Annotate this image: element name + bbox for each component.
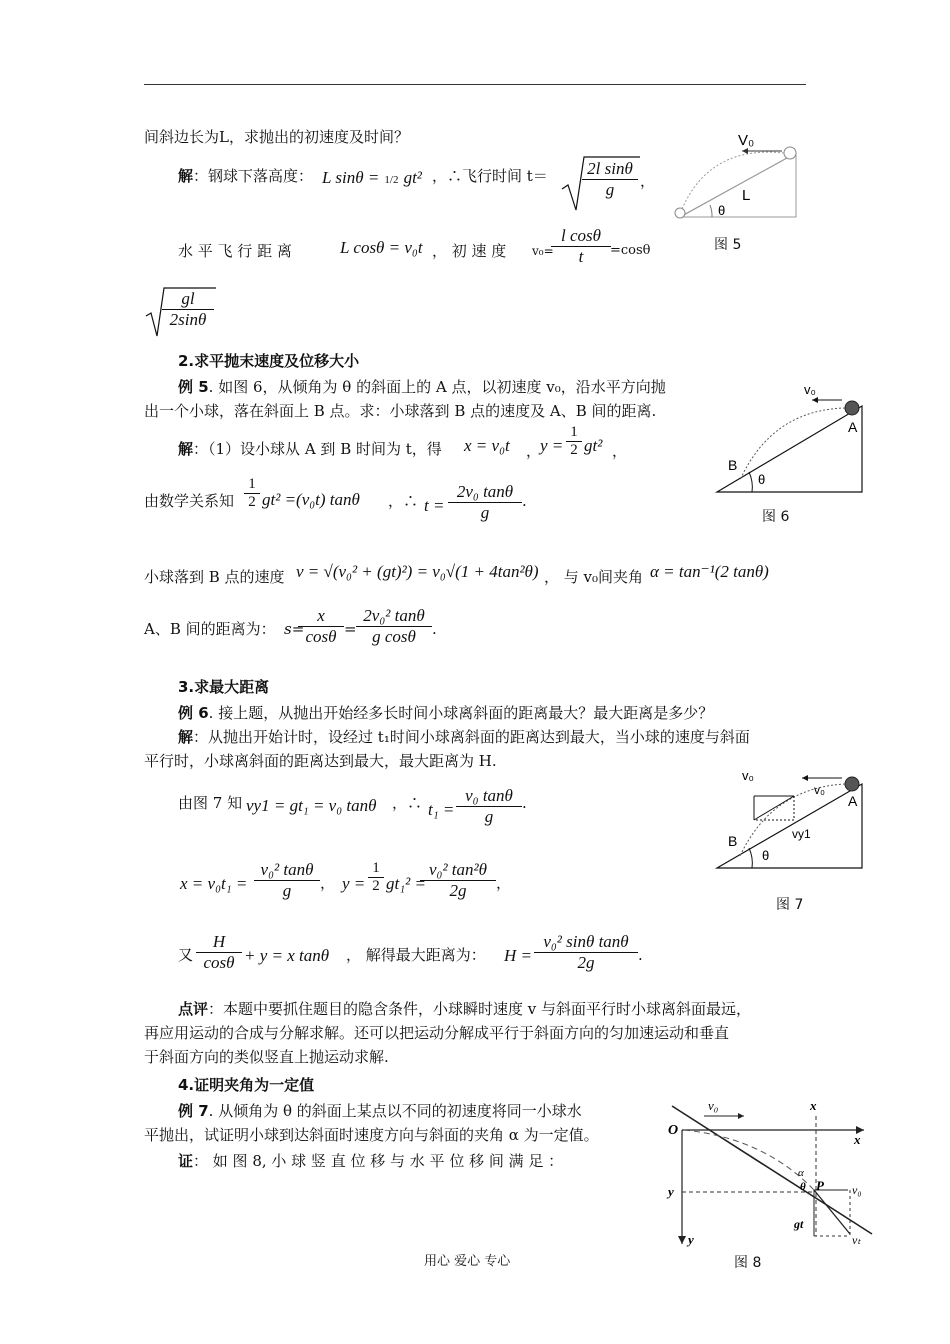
svg-text:θ: θ	[800, 1181, 806, 1193]
solution-3-line-2: 平行时，小球离斜面的距离达到最大，最大距离为 H.	[144, 752, 497, 770]
velocity-text: 小球落到 B 点的速度	[144, 568, 285, 586]
svg-text:v₀: v₀	[804, 382, 816, 397]
example-7-line-2: 平抛出，试证明小球到达斜面时速度方向与斜面的夹角 α 为一定值。	[144, 1126, 599, 1144]
svg-text:B: B	[728, 457, 738, 473]
svg-text:v₀: v₀	[742, 768, 754, 783]
svg-text:vy1: vy1	[792, 827, 811, 841]
example-5-line-1: 例 5. 如图 6，从倾角为 θ 的斜面上的 A 点，以初速度 v₀，沿水平方向抛	[178, 378, 666, 396]
svg-text:P: P	[816, 1178, 824, 1193]
figure-6-caption: 图 6	[762, 509, 790, 525]
section-2-heading: 2.求平抛末速度及位移大小	[178, 352, 360, 370]
comment-line-2: 再应用运动的合成与分解求解。还可以把运动分解成平行于斜面方向的匀加速运动和垂直	[144, 1024, 730, 1042]
time-text: ，∴飞行时间 t＝	[432, 167, 548, 185]
svg-text:θ: θ	[718, 203, 726, 218]
v0-sqrt: $\frac{gl}{2\sin\theta}$	[144, 286, 216, 342]
figure-7	[712, 764, 867, 874]
svg-text:θ: θ	[758, 472, 766, 487]
figure-5-caption: 图 5	[714, 237, 742, 253]
time-sqrt: $\frac{\text{2l sinθ}}{g}$	[560, 155, 640, 217]
header-rule	[144, 84, 806, 85]
figure-5	[670, 125, 805, 225]
example-7-line-1: 例 7. 从倾角为 θ 的斜面上某点以不同的初速度将同一小球水	[178, 1102, 582, 1120]
figure-6	[712, 380, 867, 498]
figure-7-caption: 图 7	[776, 897, 804, 913]
problem-line: 间斜边长为L，求抛出的初速度及时间？	[144, 128, 409, 146]
svg-text:gt: gt	[794, 1217, 804, 1231]
section-3-heading: 3.求最大距离	[178, 678, 270, 696]
horizontal-distance-text: 水 平 飞 行 距 离	[178, 242, 292, 260]
eq-horizontal: L cosθ = v₀t	[340, 238, 423, 257]
v0-fraction: $\frac{\text{l cosθ}}{t}$	[551, 226, 611, 267]
svg-text:y: y	[688, 1232, 694, 1247]
svg-text:θ: θ	[762, 848, 770, 863]
figure-8	[664, 1086, 874, 1248]
svg-text:A: A	[848, 793, 858, 809]
velocity-eq: v = √(v₀² + (gt)²) = v₀√(1 + 4tan²θ)	[296, 562, 539, 581]
solution-label: 解	[178, 167, 194, 185]
svg-text:L: L	[742, 187, 751, 204]
fig7-text: 由图 7 知	[178, 794, 243, 812]
figure-8-caption: 图 8	[734, 1255, 762, 1271]
svg-text:y: y	[668, 1184, 674, 1199]
example-6-line: 例 6. 接上题，从抛出开始经多长时间小球离斜面的距离最大？最大距离是多少？	[178, 704, 714, 722]
svg-text:v₀: v₀	[708, 1098, 719, 1113]
eq-height: L sinθ = 1/2 gt²	[322, 168, 422, 187]
distance-text: A、B 间的距离为：	[144, 620, 276, 638]
svg-text:vₜ: vₜ	[852, 1233, 861, 1247]
solution-2: 解：（1）设小球从 A 到 B 时间为 t，得	[178, 440, 442, 458]
svg-text:x: x	[810, 1098, 817, 1113]
solution-3-line-1: 解：从抛出开始计时，设经过 t₁时间小球离斜面的距离达到最大，当小球的速度与斜面	[178, 728, 750, 746]
svg-text:A: A	[848, 419, 858, 435]
svg-text:α: α	[798, 1167, 804, 1179]
svg-text:B: B	[728, 833, 738, 849]
proof-line: 证： 如 图 8, 小 球 竖 直 位 移 与 水 平 位 移 间 满 足 ：	[178, 1152, 564, 1170]
relation-text: 由数学关系知	[144, 492, 235, 510]
svg-text:V₀: V₀	[738, 132, 755, 149]
svg-text:O: O	[668, 1123, 679, 1138]
example-5-line-2: 出一个小球，落在斜面上 B 点。求：小球落到 B 点的速度及 A、B 间的距离.	[144, 402, 657, 420]
comment-line-1: 点评：本题中要抓住题目的隐含条件，小球瞬时速度 v 与斜面平行时小球离斜面最远，	[178, 1000, 752, 1018]
svg-text:v₀: v₀	[814, 783, 825, 797]
page-footer: 用心 爱心 专心	[424, 1254, 511, 1269]
svg-text:v₀: v₀	[852, 1183, 862, 1197]
alpha-eq: α = tan⁻¹(2 tanθ)	[650, 562, 769, 581]
solution-1: 解：钢球下落高度：	[178, 167, 314, 185]
section-4-heading: 4.证明夹角为一定值	[178, 1076, 315, 1094]
comment-line-3: 于斜面方向的类似竖直上抛运动求解.	[144, 1048, 389, 1066]
svg-text:x: x	[854, 1132, 861, 1147]
